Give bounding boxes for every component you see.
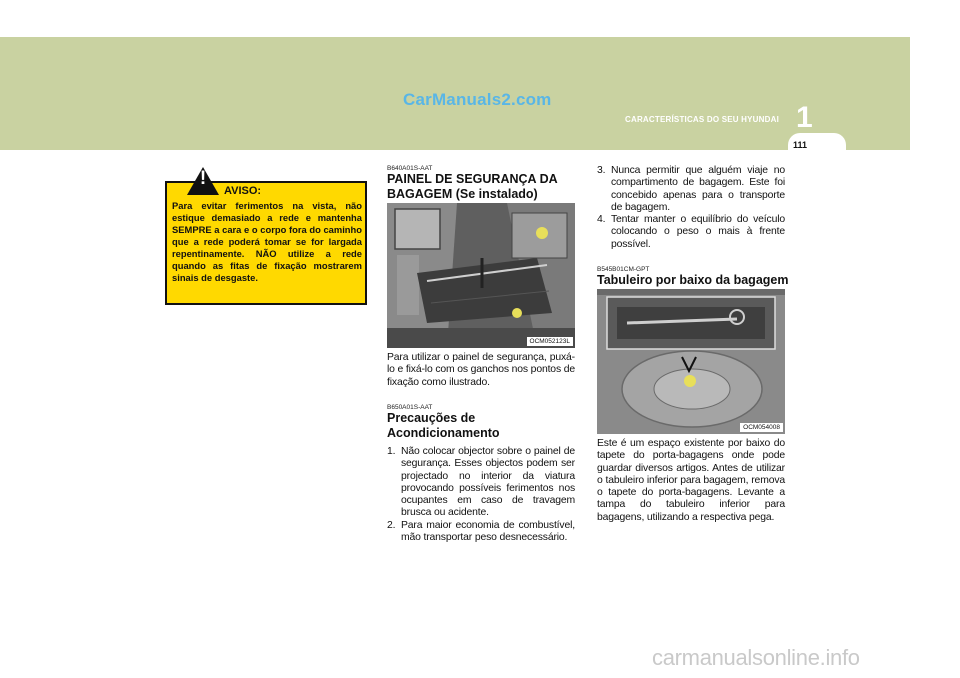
precautions-list-a (387, 446, 575, 544)
chapter-number: 1 (796, 101, 813, 134)
safety-panel-paragraph: Para utilizar o painel de segurança, puxá-lo e fixá-lo com os ganchos nos pontos de fixação como ilustrado. (387, 352, 575, 388)
list-item: 1. Não colocar objector sobre o painel de segurança. Esses objectos podem ser projectado no interior da viatura provocando possíveis ferimentos nos ocupantes em caso de travagem brusca ou acidente. (387, 446, 575, 519)
page-number: 111 (793, 140, 808, 150)
chapter-title: CARACTERÍSTICAS DO SEU HYUNDAI (625, 115, 780, 124)
section-code: B640A01S-AAT (387, 165, 433, 172)
tray-paragraph: Este é um espaço existente por baixo do tapete do porta-bagagens onde pode guardar diversos artigos. Antes de utilizar o tabuleiro inferior para bagagem, remova o tapete do porta-bagagens. Levante a tampa do tabuleiro inferior para bagagens, utilizando a respectiva pega. (597, 438, 785, 523)
warning-title: AVISO: (224, 185, 262, 197)
section-heading: PAINEL DE SEGURANÇA DA BAGAGEM (Se instalado) (387, 172, 558, 201)
section-heading: Tabuleiro por baixo da bagagem (597, 273, 789, 287)
section-heading: Precauções de Acondicionamento (387, 411, 500, 440)
cargo-area-photo (387, 203, 575, 348)
warning-text: Para evitar ferimentos na vista, não estique demasiado a rede e mantenha SEMPRE a cara e o corpo fora do caminho que a rede poderá tomar se for largada repentinamente. NÃO utilize a rede quando as fitas de fixação mostrarem sinais de desgaste. (172, 200, 362, 283)
precautions-list-b (597, 165, 785, 251)
section-code: B650A01S-AAT (387, 404, 433, 411)
under-floor-tray-photo (597, 289, 785, 434)
list-item: 2. Para maior economia de combustível, mão transportar peso desnecessário. (387, 519, 575, 544)
image-code-label: OCM054008 (740, 423, 783, 432)
section-code: B545B01CM-GPT (597, 266, 650, 273)
warning-box (165, 168, 367, 305)
list-item: 3. Nunca permitir que alguém viaje no compartimento de bagagem. Este foi concebido apenas para o transporte de bagagem. (597, 165, 785, 213)
exclamation-icon: ! (199, 168, 207, 189)
footer-watermark-link[interactable]: carmanualsonline.info (652, 645, 860, 670)
site-watermark-link[interactable]: CarManuals2.com (403, 90, 552, 109)
cargo-photo-illustration (387, 203, 575, 348)
tray-photo-illustration (597, 289, 785, 434)
image-code-label: OCM052123L (527, 337, 573, 346)
list-item: 4. Tentar manter o equilíbrio do veículo colocando o peso o mais à frente possível. (597, 214, 785, 250)
